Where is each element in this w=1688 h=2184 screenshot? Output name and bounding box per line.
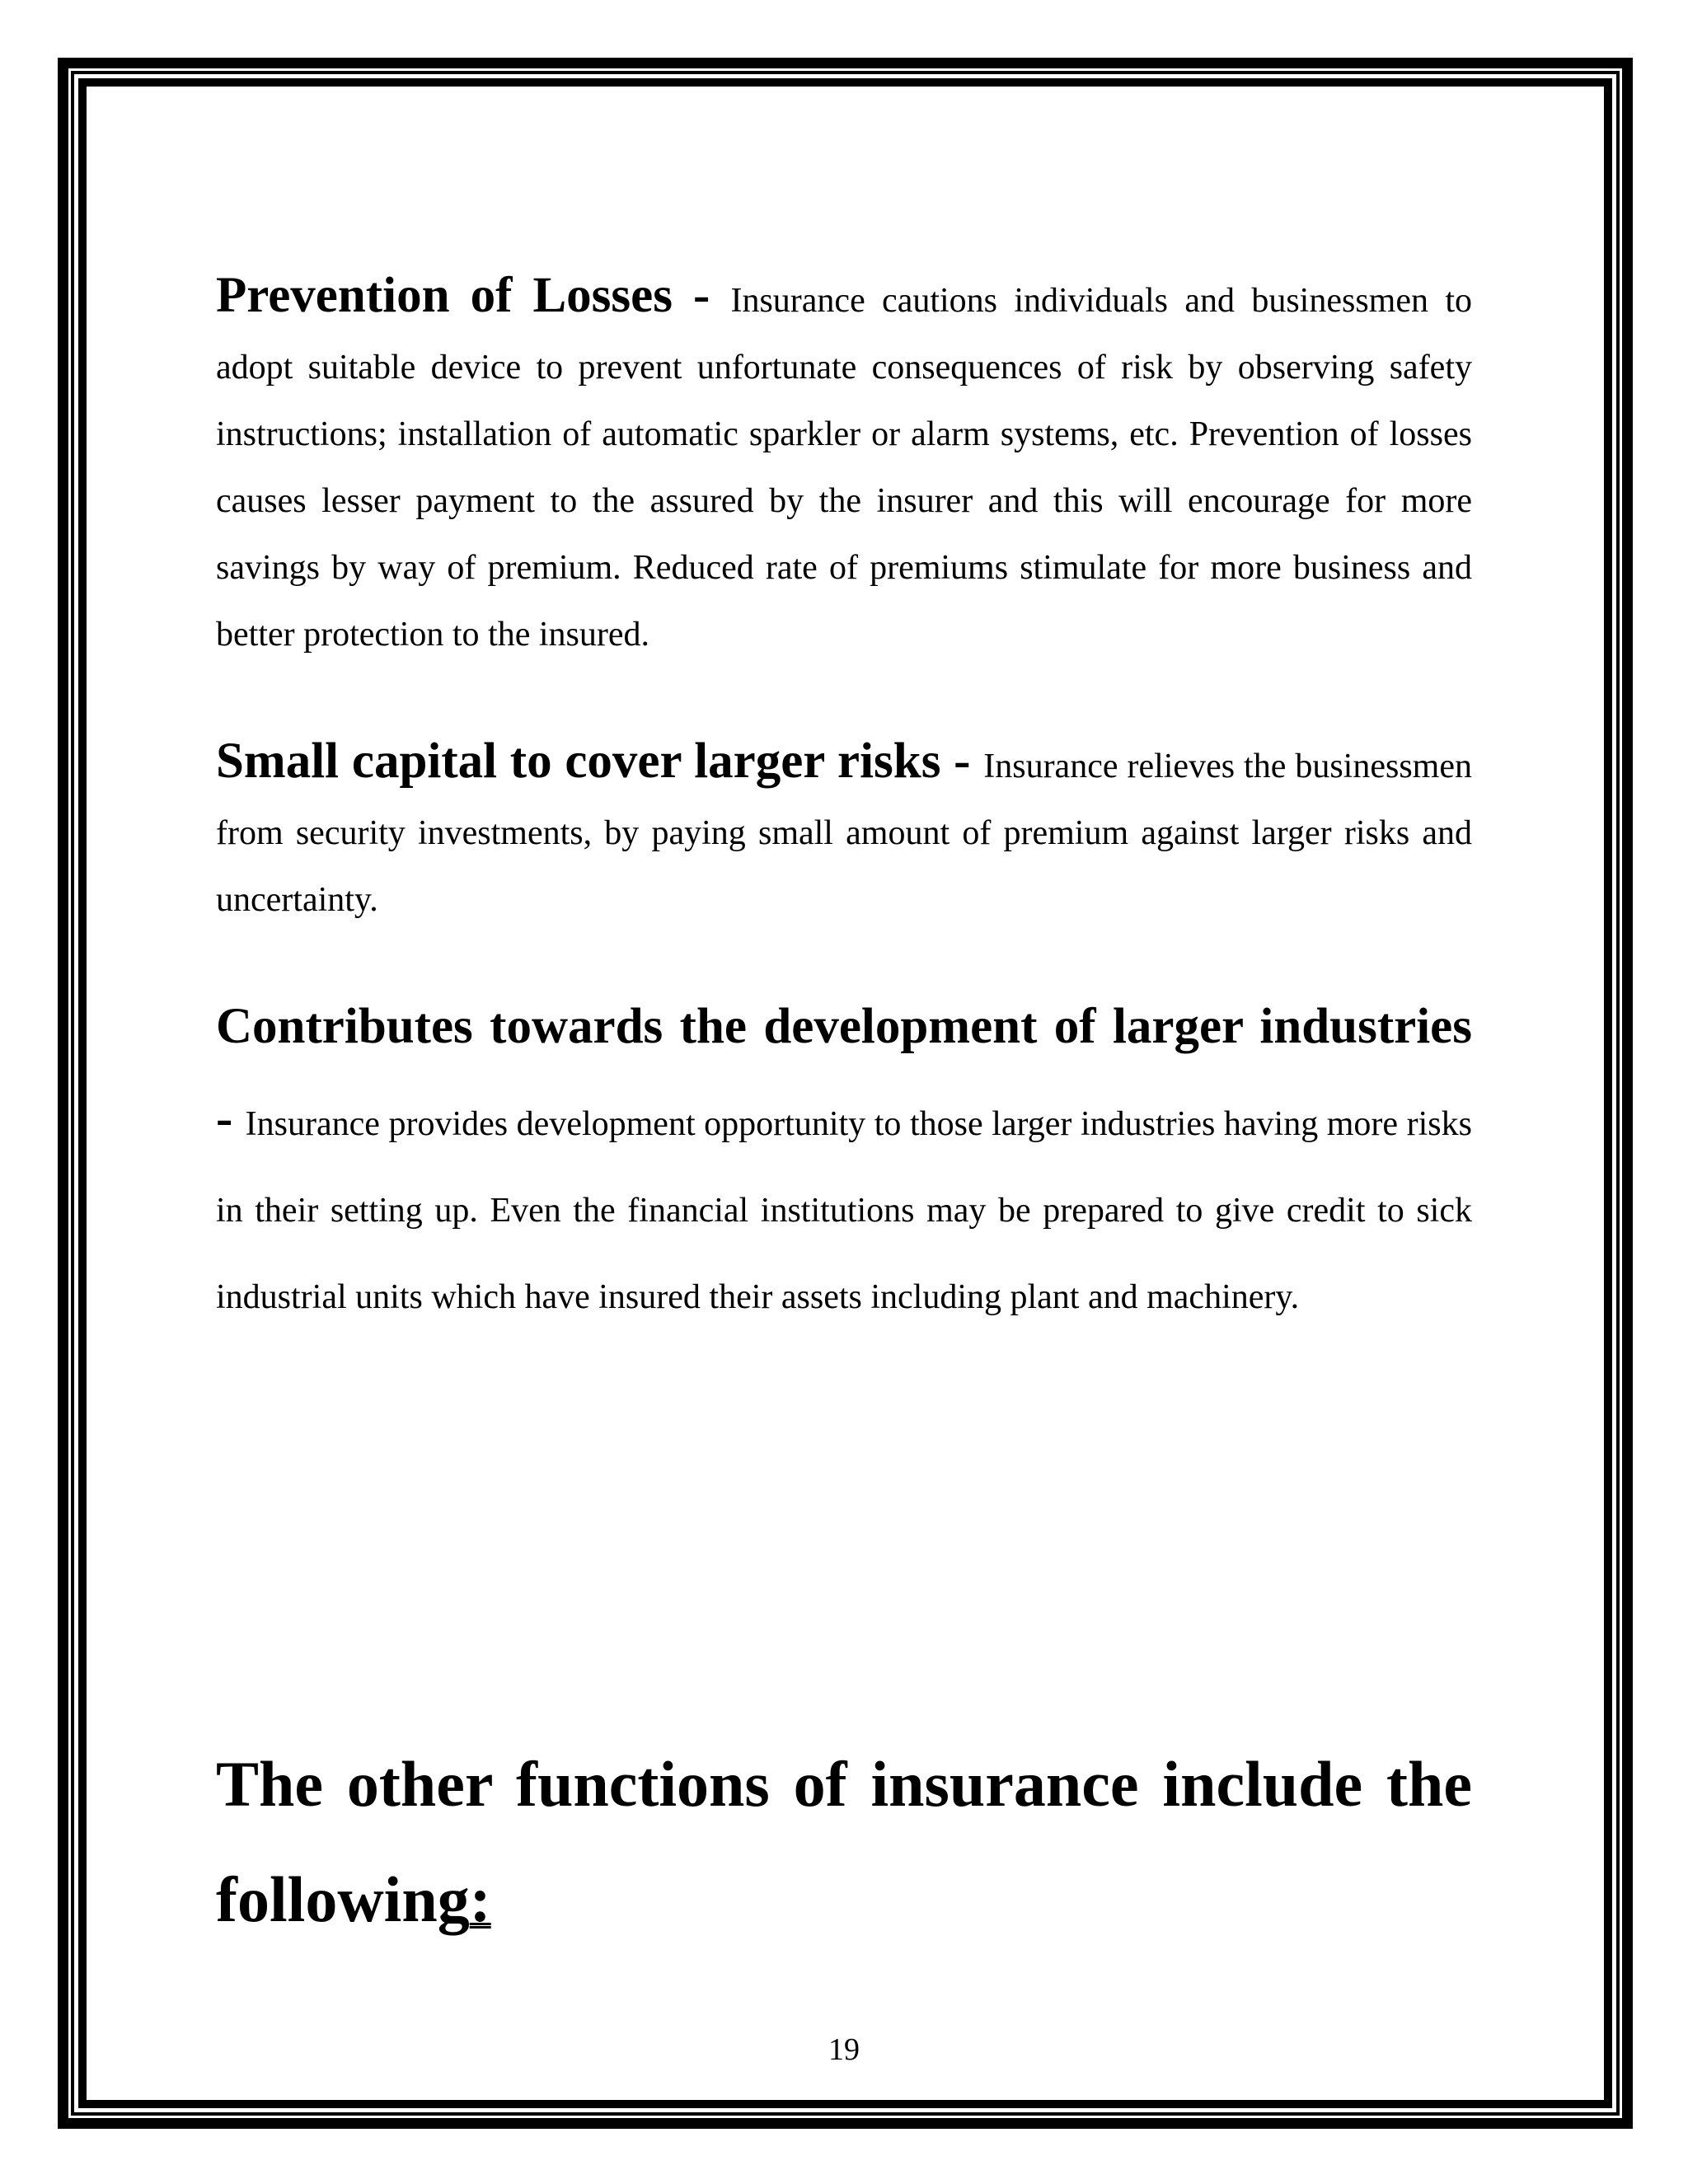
section-heading: Small capital to cover larger risks	[216, 733, 941, 789]
section-separator: -	[216, 1091, 246, 1146]
document-body	[216, 262, 1472, 1341]
section-separator: -	[940, 733, 984, 789]
section-larger-industries	[216, 983, 1472, 1341]
section-prevention-of-losses	[216, 262, 1472, 668]
closing-heading	[216, 1727, 1472, 1957]
section-heading: Contributes towards the development of larger industries	[216, 999, 1472, 1054]
section-body: Insurance provides development opportunity to those larger industries having more risks in their setting up. Even the financial institutions may be prepared to give credit to sick industrial units which have insured their assets including plant and machinery.	[216, 1105, 1472, 1316]
section-separator: -	[672, 268, 731, 323]
closing-heading-colon: :	[469, 1863, 491, 1935]
closing-heading-text: The other functions of insurance include the following	[216, 1748, 1472, 1935]
section-body: Insurance relieves the businessmen from security investments, by paying small amount of premium against larger risks and uncertainty.	[216, 748, 1472, 919]
section-small-capital	[216, 728, 1472, 934]
page-number: 19	[828, 2032, 860, 2067]
section-heading: Prevention of Losses	[216, 268, 673, 323]
section-body: Insurance cautions individuals and businessmen to adopt suitable device to prevent unfortunate consequences of risk by observing safety instructions; installation of automatic sparkler or alarm systems, etc. Prevention of losses causes lesser payment to the assured by the insurer and this will encourage for more savings by way of premium. Reduced rate of premiums stimulate for more business and better protection to the insured.	[216, 282, 1472, 654]
